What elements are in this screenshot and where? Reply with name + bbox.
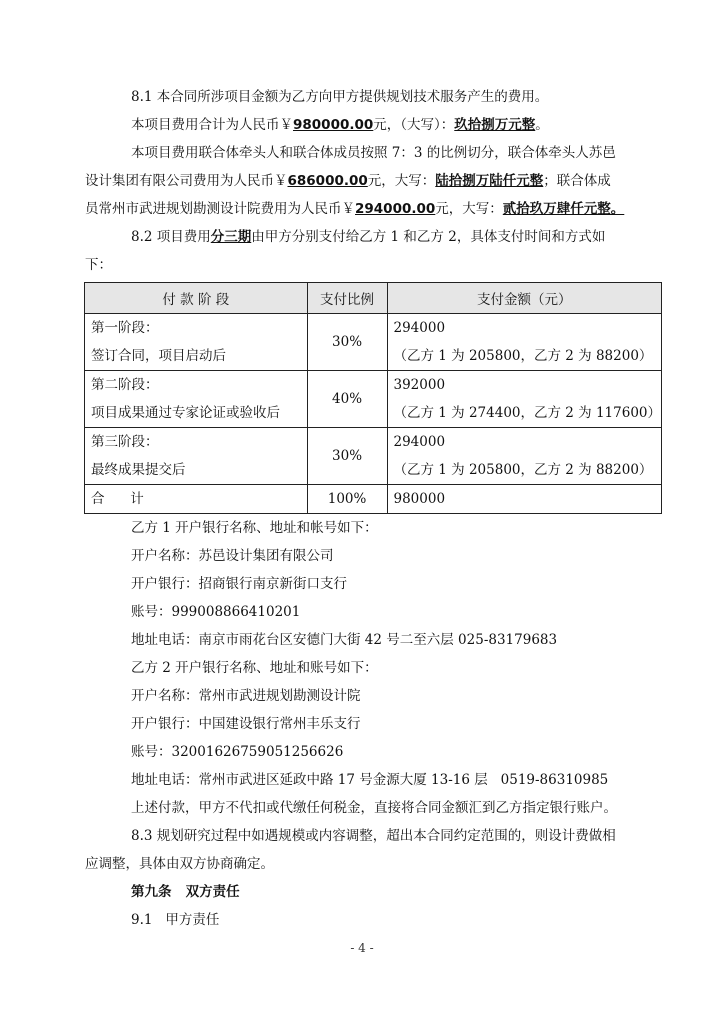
amount-cell xyxy=(387,428,662,485)
total-amount-value: 980000 xyxy=(393,491,446,507)
amount-value: 392000 xyxy=(393,377,446,393)
total-amount-caps: 玖拾捌万元整 xyxy=(454,117,536,133)
ratio-cell: 30% xyxy=(307,428,387,485)
clause-8-2-line1 xyxy=(131,227,605,247)
total-suffix: 。 xyxy=(535,117,549,133)
lead-suffix: ；联合体成 xyxy=(543,173,611,189)
member-mid: 元，大写： xyxy=(435,201,503,217)
stage-condition: 最终成果提交后 xyxy=(91,462,186,478)
clause-8-1-total-line xyxy=(131,115,549,135)
total-prefix: 本项目费用合计为人民币￥ xyxy=(131,117,293,133)
bank1-name: 开户名称：苏邑设计集团有限公司 xyxy=(131,548,334,564)
tax-note: 上述付款，甲方不代扣或代缴任何税金，直接将合同金额汇到乙方指定银行账户。 xyxy=(131,800,617,816)
table-row xyxy=(85,428,662,485)
clause-8-2-line2: 下： xyxy=(85,257,112,273)
total-label-cell xyxy=(85,485,308,514)
amount-detail: （乙方 1 为 205800，乙方 2 为 88200） xyxy=(393,462,653,478)
bank2-heading: 乙方 2 开户银行名称、地址和账号如下： xyxy=(131,660,378,676)
header-amount: 支付金额（元） xyxy=(387,283,662,314)
amount-cell xyxy=(387,314,662,371)
total-amount: 980000.00 xyxy=(293,117,374,133)
amount-cell xyxy=(387,371,662,428)
bank1-bank: 开户银行：招商银行南京新街口支行 xyxy=(131,576,347,592)
clause-8-3-line1: 8.3 规划研究过程中如遇规模或内容调整，超出本合同约定范围的，则设计费做相 xyxy=(131,828,616,844)
member-amount-caps: 贰拾玖万肆仟元整。 xyxy=(502,201,625,217)
clause-9-1-title: 9.1 甲方责任 xyxy=(131,912,220,928)
stage-label: 第二阶段： xyxy=(91,377,159,393)
clause-8-1-split-line2 xyxy=(85,171,611,191)
table-header-row xyxy=(85,283,662,314)
bank2-bank: 开户银行：中国建设银行常州丰乐支行 xyxy=(131,716,361,732)
page-number: - 4 - xyxy=(350,941,374,955)
clause-8-1-split-line1: 本项目费用联合体牵头人和联合体成员按照 7：3 的比例切分，联合体牵头人苏邑 xyxy=(131,145,616,161)
table-row xyxy=(85,371,662,428)
amount-value: 294000 xyxy=(393,434,446,450)
stage-cell xyxy=(85,428,308,485)
bank1-address: 地址电话：南京市雨花台区安德门大街 42 号二至六层 025-83179683 xyxy=(131,632,558,648)
clause-8-1-split-line3 xyxy=(85,199,624,219)
ratio-cell: 40% xyxy=(307,371,387,428)
member-prefix: 员常州市武进规划勘测设计院费用为人民币￥ xyxy=(85,201,355,217)
article-9-title: 第九条 双方责任 xyxy=(131,884,240,900)
total-mid: 元，（大写）： xyxy=(373,117,455,133)
stage-condition: 签订合同，项目启动后 xyxy=(91,348,226,364)
clause-8-2-rest: 由甲方分别支付给乙方 1 和乙方 2，具体支付时间和方式如 xyxy=(251,229,606,245)
stage-cell xyxy=(85,314,308,371)
clause-8-2-prefix: 8.2 项目费用 xyxy=(131,229,211,245)
clause-8-3-line2: 应调整，具体由双方协商确定。 xyxy=(85,856,274,872)
lead-amount-caps: 陆拾捌万陆仟元整 xyxy=(435,173,544,189)
stage-label: 第一阶段： xyxy=(91,320,159,336)
total-ratio-cell: 100% xyxy=(307,485,387,514)
amount-value: 294000 xyxy=(393,320,446,336)
bank2-name: 开户名称：常州市武进规划勘测设计院 xyxy=(131,688,361,704)
bank1-heading: 乙方 1 开户银行名称、地址和帐号如下： xyxy=(131,520,378,536)
ratio-cell: 30% xyxy=(307,314,387,371)
payment-periods: 分三期 xyxy=(210,229,252,245)
stage-cell xyxy=(85,371,308,428)
table-total-row xyxy=(85,485,662,514)
total-label: 合 计 xyxy=(91,491,144,507)
bank2-account: 账号：32001626759051256626 xyxy=(131,744,344,760)
amount-detail: （乙方 1 为 205800，乙方 2 为 88200） xyxy=(393,348,653,364)
total-amount-cell xyxy=(387,485,662,514)
bank2-address: 地址电话：常州市武进区延政中路 17 号金源大厦 13-16 层 0519-86310985 xyxy=(131,772,609,788)
bank1-account: 账号：999008866410201 xyxy=(131,604,301,620)
lead-amount: 686000.00 xyxy=(287,173,368,189)
payment-table xyxy=(84,282,662,514)
member-amount: 294000.00 xyxy=(355,201,436,217)
amount-detail: （乙方 1 为 274400，乙方 2 为 117600） xyxy=(393,405,661,421)
stage-condition: 项目成果通过专家论证或验收后 xyxy=(91,405,280,421)
header-ratio: 支付比例 xyxy=(307,283,387,314)
table-row xyxy=(85,314,662,371)
lead-prefix: 设计集团有限公司费用为人民币￥ xyxy=(85,173,288,189)
lead-mid: 元，大写： xyxy=(367,173,436,189)
clause-8-1-line1: 8.1 本合同所涉项目金额为乙方向甲方提供规划技术服务产生的费用。 xyxy=(131,89,549,105)
header-stage: 付 款 阶 段 xyxy=(85,283,308,314)
stage-label: 第三阶段： xyxy=(91,434,159,450)
